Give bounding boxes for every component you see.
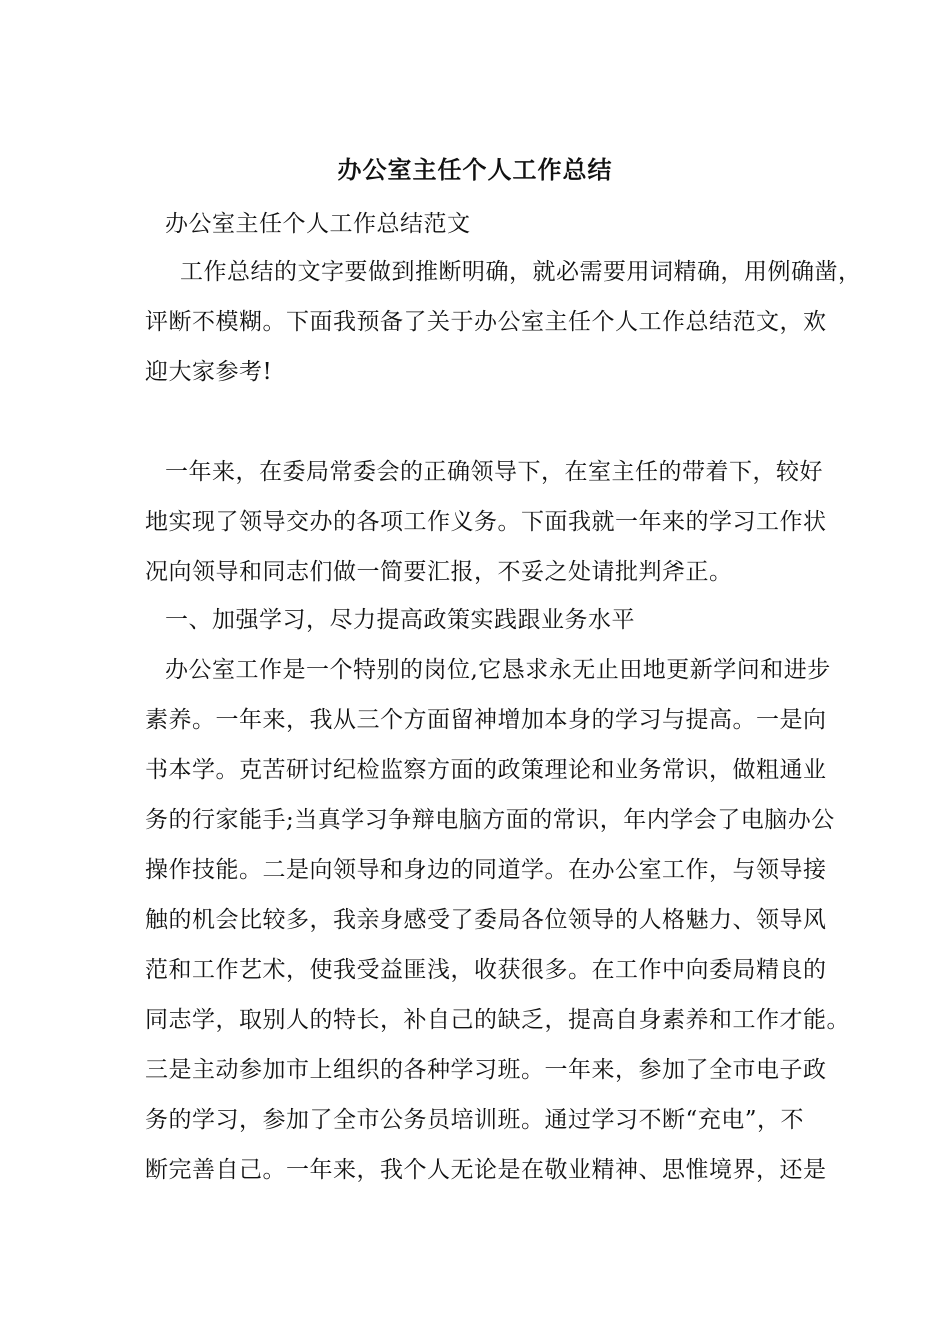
section-heading: 一、加强学习，尽力提高政策实践跟业务水平 [165, 607, 635, 633]
body-line-11: 同志学，取别人的特长，补自己的缺乏，提高自身素养和工作才能。 [145, 1007, 850, 1033]
body-line-1: 一年来，在委局常委会的正确领导下，在室主任的带着下，较好 [165, 459, 823, 485]
body-line-14: 断完善自己。一年来，我个人无论是在敬业精神、思惟境界，还是 [145, 1157, 827, 1183]
intro-line-2: 评断不模糊。下面我预备了关于办公室主任个人工作总结范文，欢 [145, 309, 827, 335]
body-line-2: 地实现了领导交办的各项工作义务。下面我就一年来的学习工作状 [145, 509, 827, 535]
body-line-3: 况向领导和同志们做一简要汇报，不妥之处请批判斧正。 [145, 559, 733, 585]
document-title: 办公室主任个人工作总结 [337, 155, 613, 184]
body-line-7: 务的行家能手;当真学习争辩电脑方面的常识，年内学会了电脑办公 [145, 807, 835, 833]
intro-line-3: 迎大家参考! [145, 359, 273, 385]
body-line-5: 素养。一年来，我从三个方面留神增加本身的学习与提高。一是向 [145, 707, 827, 733]
body-line-13: 务的学习，参加了全市公务员培训班。通过学习不断“充电”，不 [145, 1107, 805, 1133]
body-line-10: 范和工作艺术，使我受益匪浅，收获很多。在工作中向委局精良的 [145, 957, 827, 983]
subtitle-line: 办公室主任个人工作总结范文 [165, 211, 471, 237]
body-line-4: 办公室工作是一个特别的岗位,它恳求永无止田地更新学问和进步 [165, 657, 831, 683]
body-line-9: 触的机会比较多，我亲身感受了委局各位领导的人格魅力、领导风 [145, 907, 827, 933]
body-line-8: 操作技能。二是向领导和身边的同道学。在办公室工作，与领导接 [145, 857, 827, 883]
body-line-12: 三是主动参加市上组织的各种学习班。一年来，参加了全市电子政 [145, 1057, 827, 1083]
intro-line-1: 工作总结的文字要做到推断明确，就必需要用词精确，用例确凿， [180, 259, 862, 285]
body-line-6: 书本学。克苦研讨纪检监察方面的政策理论和业务常识，做粗通业 [145, 757, 827, 783]
